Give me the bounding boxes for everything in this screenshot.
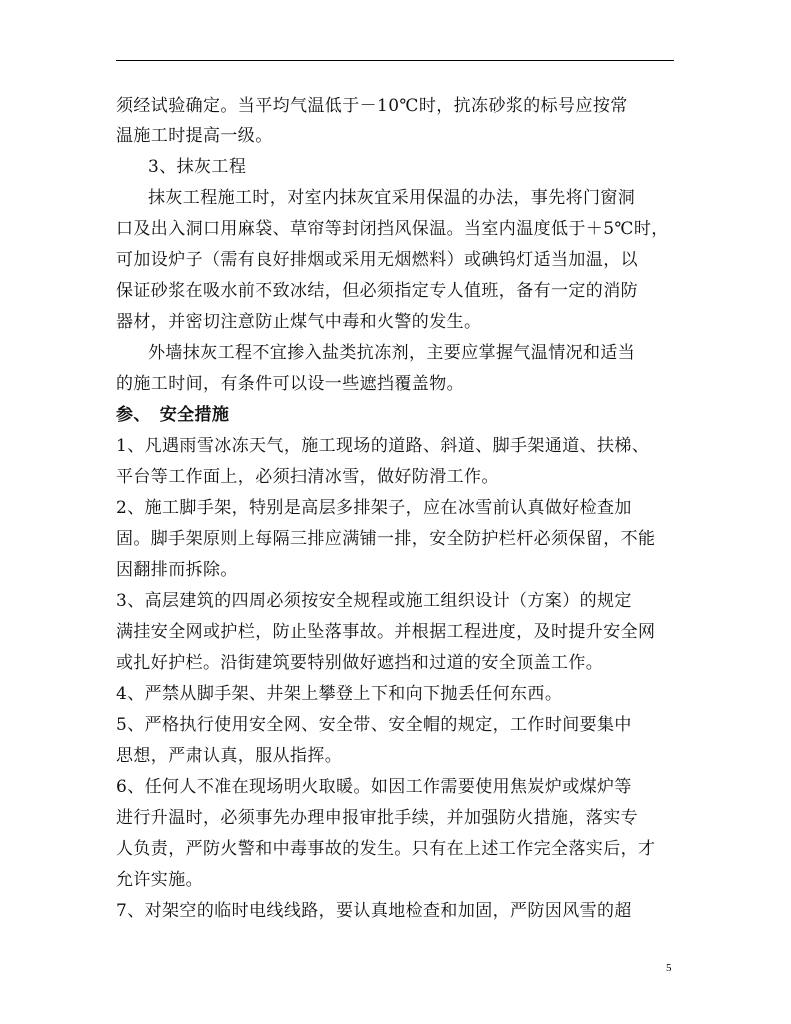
list-item: 6、任何人不准在现场明火取暖。如因工作需要使用焦炭炉或煤炉等 [116, 777, 632, 797]
text-line: 或扎好护栏。沿街建筑要特别做好遮挡和过道的安全顶盖工作。 [116, 653, 604, 673]
text-line: 的施工时间，有条件可以设一些遮挡覆盖物。 [116, 374, 464, 394]
text-line: 人负责，严防火警和中毒事故的发生。只有在上述工作完全落实后，才 [116, 839, 656, 859]
list-item: 3、高层建筑的四周必须按安全规程或施工组织设计（方案）的规定 [116, 591, 632, 611]
section-title: 参、 安全措施 [116, 405, 230, 425]
text-line: 可加设炉子（需有良好排烟或采用无烟燃料）或碘钨灯适当加温，以 [116, 250, 638, 270]
page-number: 5 [666, 962, 672, 974]
text-line: 器材，并密切注意防止煤气中毒和火警的发生。 [116, 312, 482, 332]
list-item: 5、严格执行使用安全网、安全带、安全帽的规定，工作时间要集中 [116, 715, 632, 735]
text-line: 外墙抹灰工程不宜掺入盐类抗冻剂，主要应掌握气温情况和适当 [148, 343, 636, 363]
header-rule [116, 60, 674, 61]
text-line: 进行升温时，必须事先办理申报审批手续，并加强防火措施，落实专 [116, 808, 638, 828]
list-item: 1、凡遇雨雪冰冻天气，施工现场的道路、斜道、脚手架通道、扶梯、 [116, 436, 650, 456]
list-item: 4、严禁从脚手架、井架上攀登上下和向下抛丢任何东西。 [116, 684, 563, 704]
text-line: 抹灰工程施工时，对室内抹灰宜采用保温的办法，事先将门窗洞 [148, 188, 636, 208]
text-line: 口及出入洞口用麻袋、草帘等封闭挡风保温。当室内温度低于＋5℃时， [116, 219, 669, 239]
text-line: 因翻排而拆除。 [116, 560, 238, 580]
text-line: 须经试验确定。当平均气温低于－10℃时，抗冻砂浆的标号应按常 [116, 96, 628, 116]
text-line: 温施工时提高一级。 [116, 126, 273, 146]
text-line: 允许实施。 [116, 870, 203, 890]
text-line: 满挂安全网或护栏，防止坠落事故。并根据工程进度，及时提升安全网 [116, 622, 656, 642]
text-line: 固。脚手架原则上每隔三排应满铺一排，安全防护栏杆必须保留，不能 [116, 529, 656, 549]
section-heading: 3、抹灰工程 [148, 157, 247, 177]
text-line: 保证砂浆在吸水前不致冰结，但必须指定专人值班，备有一定的消防 [116, 281, 638, 301]
list-item: 2、施工脚手架，特别是高层多排架子，应在冰雪前认真做好检查加 [116, 498, 632, 518]
text-line: 思想，严肃认真，服从指挥。 [116, 746, 343, 766]
text-line: 平台等工作面上，必须扫清冰雪，做好防滑工作。 [116, 467, 499, 487]
list-item: 7、对架空的临时电线线路，要认真地检查和加固，严防因风雪的超 [116, 901, 632, 921]
